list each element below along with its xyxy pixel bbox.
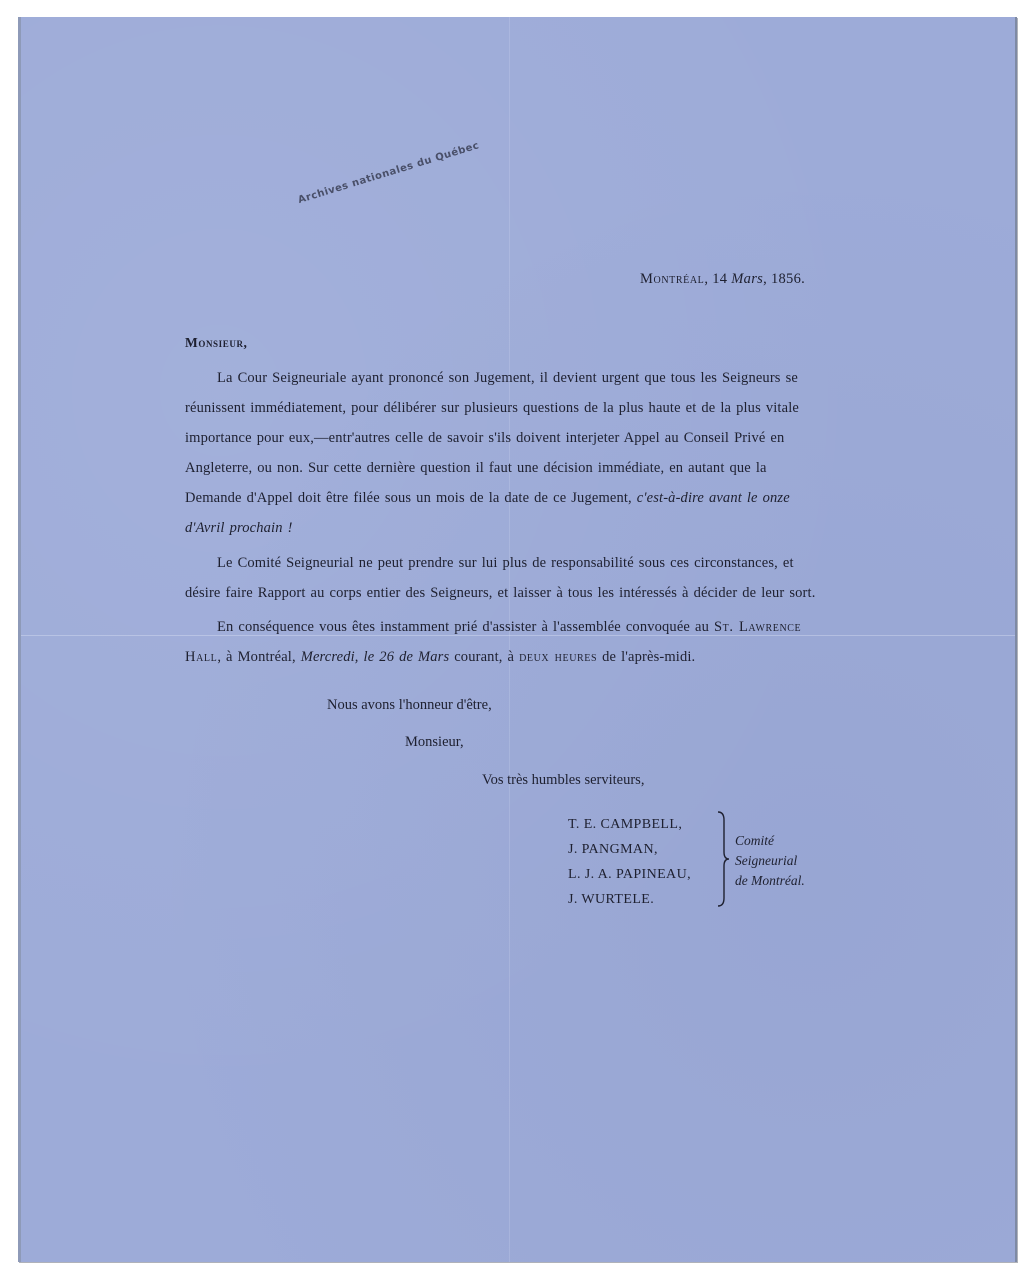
salutation: Monsieur, <box>185 335 248 350</box>
signatory: J. PANGMAN, <box>568 842 658 857</box>
committee-line-1: Comité <box>735 833 774 848</box>
paragraph-2-line-2: désire faire Rapport au corps entier des Seigneurs, et laisser à tous les intéressés à décider de leur sort. <box>185 585 816 601</box>
paragraph-3-line-2 <box>185 649 695 666</box>
paragraph-1-line-4: Angleterre, ou non. Sur cette dernière question il faut une décision immédiate, en autant que la <box>185 460 767 476</box>
committee-line-2: Seigneurial <box>735 853 798 868</box>
curly-brace-icon <box>716 810 730 908</box>
paragraph-3-line-2-text-b: courant, à <box>449 649 520 665</box>
venue-hall: Hall <box>185 649 218 665</box>
dateline-comma: , <box>704 271 713 287</box>
paragraph-1-line-5 <box>185 490 790 507</box>
signatory: L. J. A. PAPINEAU, <box>568 867 691 882</box>
dateline-year: 1856. <box>770 271 806 287</box>
paragraph-3-line-2-text-c: de l'après-midi. <box>597 649 696 665</box>
paragraph-3-line-1-text: En conséquence vous êtes instamment prié d'assister à l'assemblée convoquée au <box>217 619 714 635</box>
meeting-time: deux heures <box>519 649 598 665</box>
signatory: T. E. CAMPBELL, <box>568 817 683 832</box>
paragraph-1-line-1: La Cour Seigneuriale ayant prononcé son Jugement, il devient urgent que tous les Seigneurs se <box>217 370 798 386</box>
committee-line-3: de Montréal. <box>735 873 805 888</box>
paragraph-1-line-6: d'Avril prochain ! <box>185 520 293 536</box>
paragraph-1-line-5-text: Demande d'Appel doit être filée sous un mois de la date de ce Jugement, <box>185 490 637 506</box>
dateline-day: 14 <box>712 271 728 287</box>
dateline <box>640 271 805 288</box>
venue-name: St. Lawrence <box>713 619 802 635</box>
paragraph-3-line-2-text-a: , à Montréal, <box>217 649 301 665</box>
paragraph-1-line-5-emphasis: c'est-à-dire avant le onze <box>636 490 790 506</box>
signatory: J. WURTELE. <box>568 892 655 907</box>
closing-line-2: Monsieur, <box>405 734 464 750</box>
closing-line-1: Nous avons l'honneur d'être, <box>327 697 492 713</box>
letter-sheet <box>18 17 1017 1262</box>
committee-name <box>735 831 805 891</box>
paragraph-1-line-3: importance pour eux,—entr'autres celle de savoir s'ils doivent interjeter Appel au Conseil Privé en <box>185 430 785 446</box>
dateline-place: Montréal <box>640 271 705 287</box>
dateline-month: Mars <box>731 271 764 287</box>
dateline-comma-2: , <box>763 271 771 287</box>
signatory-list <box>568 812 691 912</box>
closing-line-3: Vos très humbles serviteurs, <box>482 772 645 788</box>
paragraph-2-line-1: Le Comité Seigneurial ne peut prendre sur lui plus de responsabilité sous ces circonstances, et <box>217 555 794 571</box>
vertical-fold-crease <box>509 17 510 1262</box>
paragraph-1-line-2: réunissent immédiatement, pour délibérer sur plusieurs questions de la plus haute et de la plus vitale <box>185 400 799 416</box>
paragraph-3-line-1 <box>217 619 801 636</box>
meeting-date: Mercredi, le 26 de Mars <box>300 649 450 665</box>
archive-stamp: Archives nationales du Québec <box>296 140 481 206</box>
